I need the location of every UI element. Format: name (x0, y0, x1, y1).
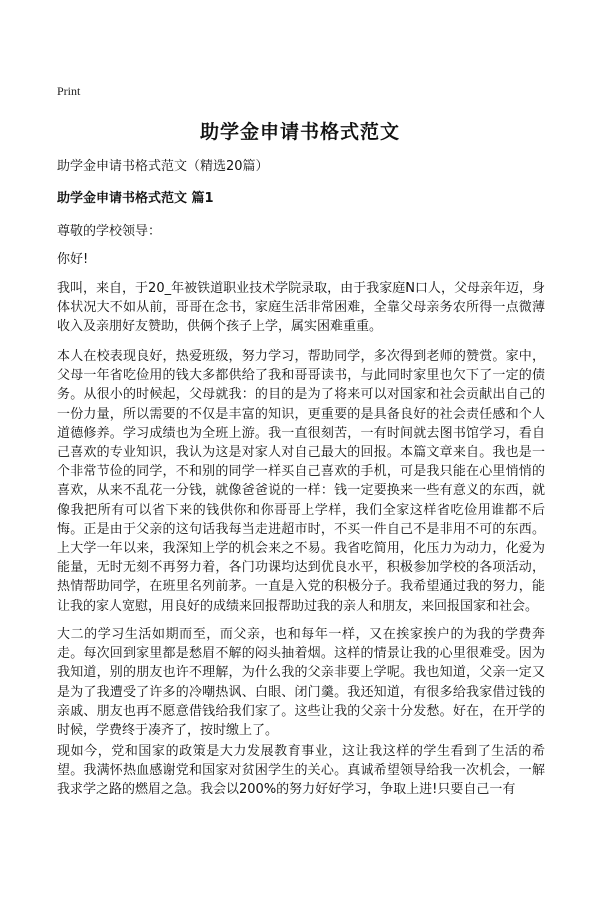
salutation: 尊敬的学校领导： (57, 224, 162, 239)
document-subtitle: 助学金申请书格式范文（精选20篇） (57, 159, 269, 174)
print-label: Print (57, 84, 81, 98)
document-title: 助学金申请书格式范文 (199, 121, 400, 143)
paragraph-3: 大二的学习生活如期而至，而父亲，也和每年一样，又在挨家挨户的为我的学费奔走。每次回到家里都是愁眉不解的闷头抽着烟。这样的情景让我的心里很难受。因为我知道，别的朋友也许不理解，为什么我的父亲非要上学呢。我也知道，父亲一定又是为了我遭受了许多的冷嘲热讽、白眼、闭门羹。我还知道，有很多给我家借过钱的亲戚、朋友也再不愿意借钱给我们家了。这些让我的父亲十分发愁。好在，在开学的时候，学费终于凑齐了，按时缴上了。 (57, 627, 545, 739)
paragraph-1: 我叫，来自，于20_年被铁道职业技术学院录取，由于我家庭N口人，父母亲年迈，身体状况大不如从前，哥哥在念书，家庭生活非常困难，全靠父母亲务农所得一点微薄收入及亲朋好友赞助，供俩个孩子上学，属实困难重重。 (57, 281, 545, 335)
paragraph-4: 现如今，党和国家的政策是大力发展教育事业，这让我这样的学生看到了生活的希望。我满怀热血感谢党和国家对贫困学生的关心。真诚希望领导给我一次机会，一解我求学之路的燃眉之急。我会以200%的努力好好学习，争取上进!只要自己一有 (57, 744, 545, 798)
paragraph-2: 本人在校表现良好，热爱班级，努力学习，帮助同学，多次得到老师的赞赏。家中，父母一年省吃俭用的钱大多都供给了我和哥哥读书，与此同时家里也欠下了一定的债务。从很小的时候起，父母就我：的目的是为了将来可以对国家和社会贡献出自己的一份力量，所以需要的不仅是丰富的知识，更重要的是具备良好的社会责任感和个人道德修养。学习成绩也为全班上游。我一直很刻苦，一有时间就去图书馆学习，看自己喜欢的专业知识，我认为这是对家人对自己最大的回报。本篇文章来自。我也是一个非常节俭的同学，不和别的同学一样买自己喜欢的手机，可是我只能在心里悄悄的喜欢，从来不乱花一分钱，就像爸爸说的一样：钱一定要换来一些有意义的东西，就像我把所有可以省下来的钱供你和你哥哥上学样，我们全家这样省吃俭用谁都不后悔。正是由于父亲的这句话我每当走进超市时，不买一件自己不是非用不可的东西。上大学一年以来，我深知上学的机会来之不易。我省吃简用，化压力为动力，化爱为能量，无时无刻不再努力着，各门功课均达到优良水平，积极参加学校的各项活动，热情帮助同学，在班里名列前茅。一直是入党的积极分子。我希望通过我的努力，能让我的家人宽慰，用良好的成绩来回报帮助过我的亲人和朋友，来回报国家和社会。 (57, 349, 545, 614)
section-heading: 助学金申请书格式范文 篇1 (57, 191, 214, 206)
greeting: 你好! (57, 252, 89, 267)
